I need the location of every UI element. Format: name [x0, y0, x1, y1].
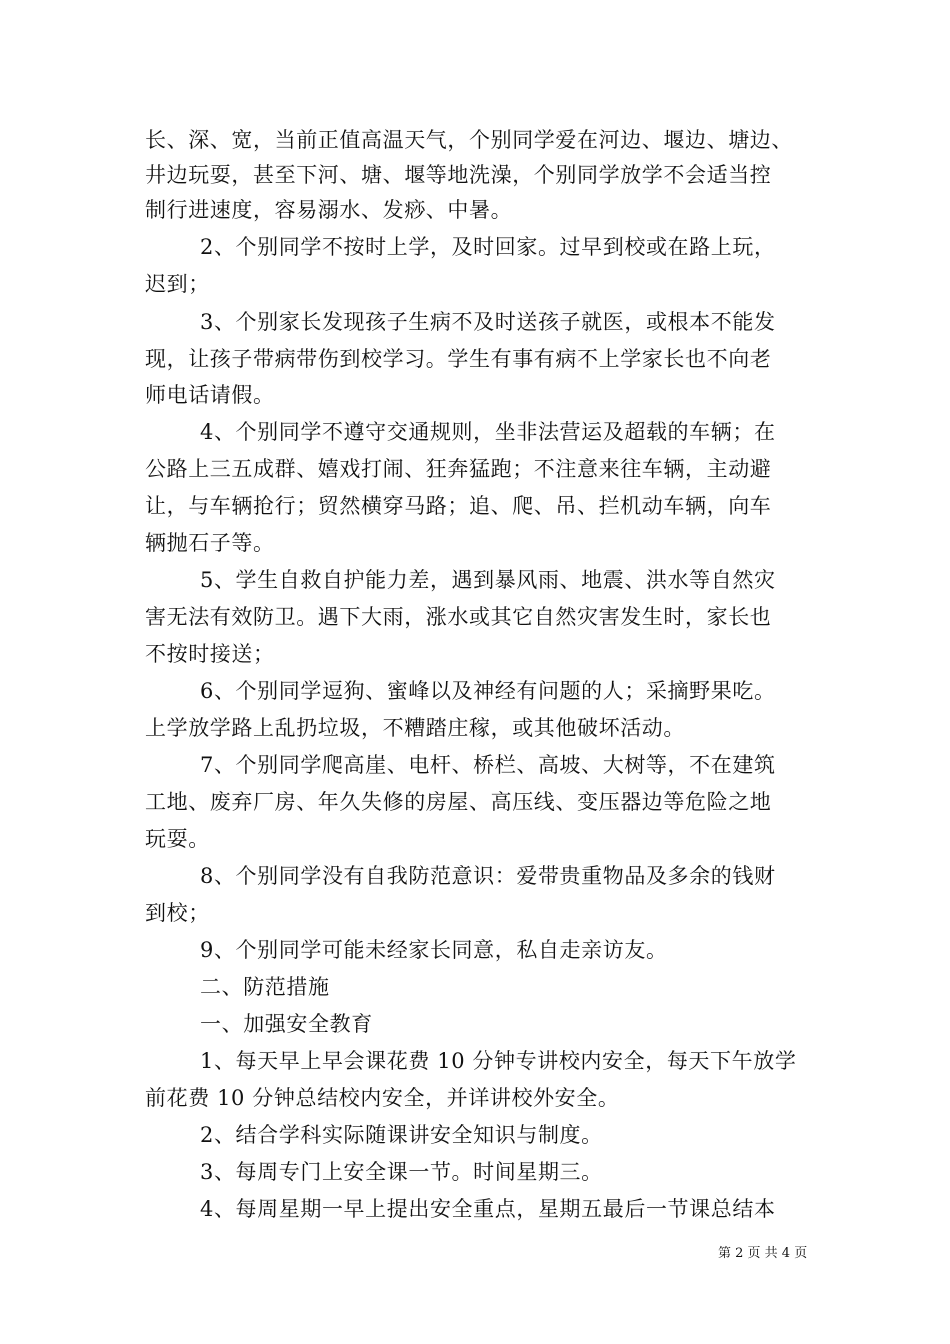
body-line: 迟到；: [145, 272, 210, 296]
body-line: 工地、废弃厂房、年久失修的房屋、高压线、变压器边等危险之地: [145, 790, 772, 814]
body-line: 4、个别同学不遵守交通规则，坐非法营运及超载的车辆；在: [200, 420, 776, 444]
body-line: 7、个别同学爬高崖、电杆、桥栏、高坡、大树等，不在建筑: [200, 753, 776, 777]
body-line: 3、个别家长发现孩子生病不及时送孩子就医，或根本不能发: [200, 310, 776, 334]
body-line: 长、深、宽，当前正值高温天气，个别同学爱在河边、堰边、塘边、: [145, 128, 793, 152]
body-line: 井边玩耍，甚至下河、塘、堰等地洗澡，个别同学放学不会适当控: [145, 163, 772, 187]
body-line: 制行进速度，容易溺水、发痧、中暑。: [145, 198, 513, 222]
body-line: 到校；: [145, 901, 210, 925]
body-line: 5、学生自救自护能力差，遇到暴风雨、地震、洪水等自然灾: [200, 568, 776, 592]
body-line: 6、个别同学逗狗、蜜峰以及神经有问题的人；采摘野果吃。: [200, 679, 776, 703]
body-line: 1、每天早上早会课花费 10 分钟专讲校内安全，每天下午放学: [200, 1049, 797, 1073]
body-line: 2、个别同学不按时上学，及时回家。过早到校或在路上玩，: [200, 235, 776, 259]
body-line: 辆抛石子等。: [145, 531, 275, 555]
body-line: 不按时接送；: [145, 642, 275, 666]
body-line: 2、结合学科实际随课讲安全知识与制度。: [200, 1123, 603, 1147]
body-line: 8、个别同学没有自我防范意识：爱带贵重物品及多余的钱财: [200, 864, 776, 888]
body-line: 玩耍。: [145, 827, 210, 851]
body-line: 4、每周星期一早上提出安全重点，星期五最后一节课总结本: [200, 1197, 776, 1221]
section-heading: 二、防范措施: [200, 975, 330, 999]
body-line: 公路上三五成群、嬉戏打闹、狂奔猛跑；不注意来往车辆，主动避: [145, 457, 772, 481]
body-line: 害无法有效防卫。遇下大雨，涨水或其它自然灾害发生时，家长也: [145, 605, 772, 629]
subsection-heading: 一、加强安全教育: [200, 1012, 373, 1036]
body-line: 师电话请假。: [145, 383, 275, 407]
body-line: 上学放学路上乱扔垃圾，不糟踏庄稼，或其他破坏活动。: [145, 716, 685, 740]
page-number: 第 2 页 共 4 页: [718, 1246, 808, 1261]
body-line: 3、每周专门上安全课一节。时间星期三。: [200, 1160, 603, 1184]
body-line: 现，让孩子带病带伤到校学习。学生有事有病不上学家长也不向老: [145, 347, 772, 371]
body-line: 让，与车辆抢行；贸然横穿马路；追、爬、吊、拦机动车辆，向车: [145, 494, 772, 518]
body-line: 前花费 10 分钟总结校内安全，并详讲校外安全。: [145, 1086, 620, 1110]
body-line: 9、个别同学可能未经家长同意，私自走亲访友。: [200, 938, 668, 962]
